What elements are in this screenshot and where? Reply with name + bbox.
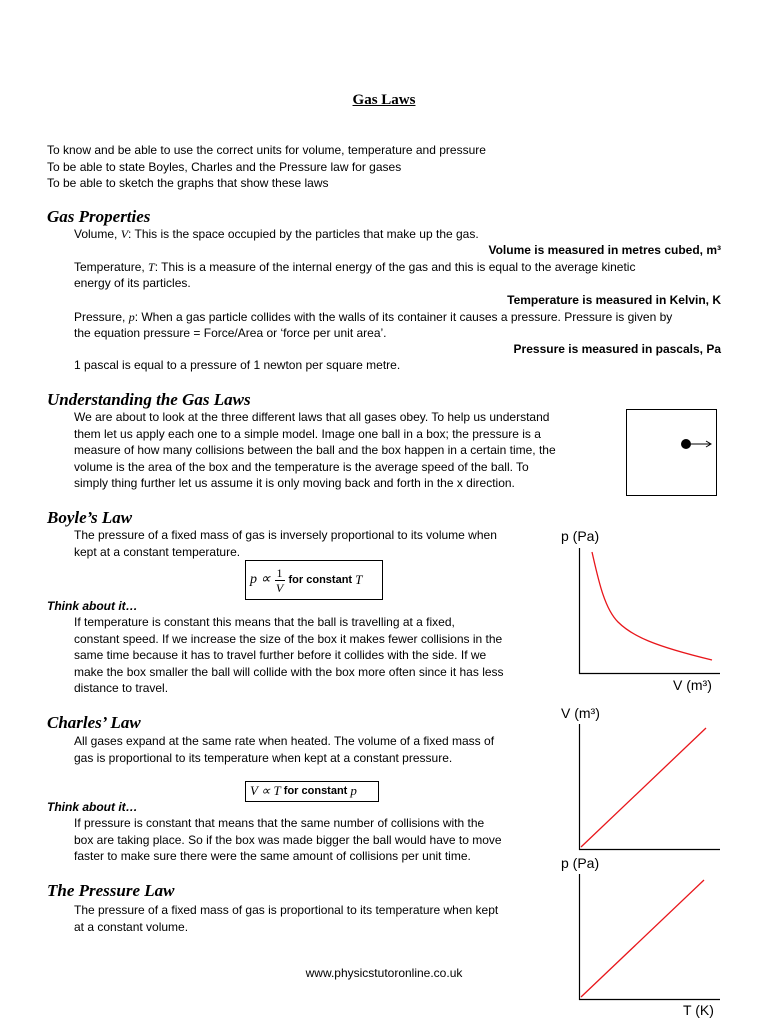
paragraph-line: faster to make sure there were the same amount of collisions per unit time. xyxy=(74,849,471,863)
paragraph-line: make the box smaller the ball will collide with the box more often since it has less xyxy=(74,664,504,679)
heading-pressure-law: The Pressure Law xyxy=(47,881,175,900)
pressure-label: Pressure, xyxy=(74,310,129,324)
objective-item: To be able to sketch the graphs that show these laws xyxy=(47,176,329,190)
objectives-list xyxy=(47,142,486,192)
paragraph-line: The pressure of a fixed mass of gas is proportional to its temperature when kept xyxy=(74,903,499,917)
temperature-text-line1: : This is a measure of the internal energy of the gas and this is equal to the average kinetic xyxy=(154,260,636,274)
temperature-text-line2: energy of its particles. xyxy=(74,276,191,290)
ball-in-box-diagram xyxy=(626,409,718,497)
temperature-unit-note: Temperature is measured in Kelvin, K xyxy=(507,293,721,307)
temperature-definition xyxy=(74,259,635,276)
paragraph-line: The pressure of a fixed mass of gas is inversely proportional to its volume when xyxy=(74,528,497,542)
paragraph-line: volume is the area of the box and the temperature is the average speed of the ball. To xyxy=(74,459,529,474)
charles-formula-lhs: V ∝ T xyxy=(250,783,281,799)
objective-item: To be able to state Boyles, Charles and the Pressure law for gases xyxy=(47,159,402,174)
paragraph-line: If temperature is constant this means that the ball is travelling at a fixed, xyxy=(74,615,455,629)
heading-boyles-law: Boyle’s Law xyxy=(47,508,133,527)
volume-text: : This is the space occupied by the particles that make up the gas. xyxy=(128,227,479,241)
charles-graph xyxy=(574,724,720,852)
paragraph-line: them let us apply each one to a simple model. Image one ball in a box; the pressure is a xyxy=(74,426,541,441)
paragraph-line: gas is proportional to its temperature when kept at a constant pressure. xyxy=(74,750,453,765)
paragraph-line: distance to travel. xyxy=(74,681,169,695)
paragraph-line: simply thing further let us assume it is only moving back and forth in the x direction. xyxy=(74,476,515,490)
volume-symbol: V xyxy=(120,227,129,241)
boyle-formula-lhs: p ∝ xyxy=(250,571,271,587)
paragraph-line: If pressure is constant that means that the same number of collisions with the xyxy=(74,816,485,830)
temperature-label: Temperature, xyxy=(74,260,149,274)
ball xyxy=(681,439,691,449)
volume-label: Volume, xyxy=(74,227,121,241)
page-title: Gas Laws xyxy=(352,92,416,108)
boyle-think-paragraph xyxy=(74,614,504,697)
paragraph-line: box are taking place. So if the box was made bigger the ball would have to move xyxy=(74,832,502,847)
charles-think-paragraph xyxy=(74,815,502,865)
understanding-paragraph xyxy=(74,409,556,492)
charles-formula-text: for constant xyxy=(280,785,351,798)
charles-formula-constant: p xyxy=(350,783,357,799)
charles-graph-ylabel: V (m³) xyxy=(561,705,600,721)
paragraph-line: All gases expand at the same rate when heated. The volume of a fixed mass of xyxy=(74,734,495,748)
heading-charles-law: Charles’ Law xyxy=(47,713,141,732)
pressure-law-statement xyxy=(74,902,498,935)
boyle-formula-box xyxy=(245,560,383,600)
paragraph-line: at a constant volume. xyxy=(74,919,189,934)
pressure-text-line2: the equation pressure = Force/Area or ‘force per unit area’. xyxy=(74,326,387,340)
fraction-numerator: 1 xyxy=(276,565,283,580)
boyle-think-label: Think about it… xyxy=(47,599,138,613)
charles-line xyxy=(581,728,706,847)
boyle-curve xyxy=(592,552,712,660)
temperature-symbol: T xyxy=(148,260,155,274)
boyle-graph-xlabel: V (m³) xyxy=(673,677,712,693)
paragraph-line: kept at a constant temperature. xyxy=(74,544,241,559)
paragraph-line: measure of how many collisions between the ball and the box happen in a certain time, the xyxy=(74,443,556,457)
pressure-graph-ylabel: p (Pa) xyxy=(561,855,600,871)
boyle-formula-constant: T xyxy=(355,571,363,587)
pressure-unit-note: Pressure is measured in pascals, Pa xyxy=(513,342,721,356)
heading-understanding: Understanding the Gas Laws xyxy=(47,390,251,409)
pascal-note: 1 pascal is equal to a pressure of 1 newton per square metre. xyxy=(74,358,401,372)
pressure-definition xyxy=(74,309,672,326)
charles-think-label: Think about it… xyxy=(47,800,138,814)
charles-formula-box xyxy=(245,781,379,802)
boyle-statement xyxy=(74,527,497,560)
volume-definition xyxy=(74,226,479,243)
volume-unit-note: Volume is measured in metres cubed, m³ xyxy=(488,243,721,257)
fraction-denominator: V xyxy=(275,580,284,595)
pressure-graph-xlabel: T (K) xyxy=(683,1002,714,1018)
box-outline xyxy=(627,410,717,496)
paragraph-line: same time because it has to travel further before it collides with the side. If we xyxy=(74,648,487,662)
boyle-graph-ylabel: p (Pa) xyxy=(561,528,600,544)
boyle-graph xyxy=(574,548,720,676)
charles-statement xyxy=(74,733,494,766)
boyle-formula-text: for constant xyxy=(288,573,353,586)
heading-gas-properties: Gas Properties xyxy=(47,207,151,226)
boyle-formula-fraction xyxy=(275,566,285,595)
paragraph-line: We are about to look at the three different laws that all gases obey. To help us understand xyxy=(74,410,550,424)
footer-url: www.physicstutoronline.co.uk xyxy=(305,966,463,980)
paragraph-line: constant speed. If we increase the size of the box it makes fewer collisions in the xyxy=(74,631,503,646)
objective-item: To know and be able to use the correct units for volume, temperature and pressure xyxy=(47,143,486,157)
pressure-symbol: p xyxy=(128,310,135,324)
pressure-graph xyxy=(574,874,720,1002)
pressure-text-line1: : When a gas particle collides with the walls of its container it causes a pressure. Pressure is given by xyxy=(134,310,673,324)
